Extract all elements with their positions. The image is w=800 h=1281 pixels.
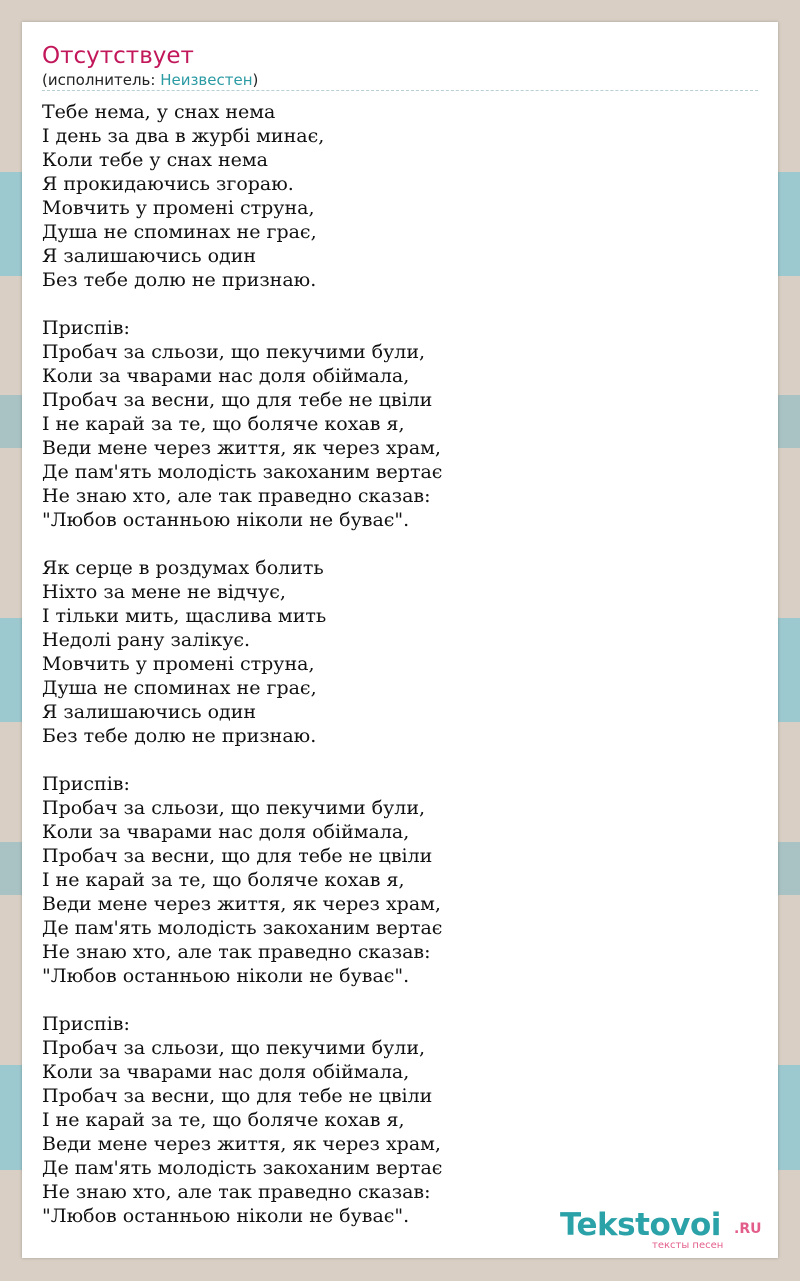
lyrics-line: Я прокидаючись згораю. bbox=[42, 173, 294, 195]
lyrics-line: Не знаю хто, але так праведно сказав: bbox=[42, 941, 431, 963]
lyrics-blank-line bbox=[42, 748, 758, 772]
lyrics-line: І день за два в журбі минає, bbox=[42, 125, 325, 147]
lyrics-line: Пробач за весни, що для тебе не цвіли bbox=[42, 845, 433, 867]
lyrics-line: Де пам'ять молодість закоханим вертає bbox=[42, 461, 443, 483]
site-logo[interactable] bbox=[560, 1208, 770, 1252]
lyrics-blank-line bbox=[42, 292, 758, 316]
lyrics-line: "Любов останньою ніколи не буває". bbox=[42, 1205, 410, 1227]
title-divider bbox=[42, 90, 758, 91]
lyrics-line: Я залишаючись один bbox=[42, 701, 257, 723]
lyrics-line: Без тебе долю не признаю. bbox=[42, 725, 317, 747]
logo-domain: .RU bbox=[734, 1221, 762, 1237]
lyrics-line: Недолі рану залікує. bbox=[42, 629, 251, 651]
lyrics-line: І не карай за те, що боляче кохав я, bbox=[42, 413, 405, 435]
lyrics-line: Пробач за весни, що для тебе не цвіли bbox=[42, 1085, 433, 1107]
artist-suffix: ) bbox=[252, 71, 259, 89]
lyrics-line: "Любов останньою ніколи не буває". bbox=[42, 965, 410, 987]
lyrics-line: Пробач за сльози, що пекучими були, bbox=[42, 797, 426, 819]
lyrics-line: І не карай за те, що боляче кохав я, bbox=[42, 869, 405, 891]
lyrics-line: І не карай за те, що боляче кохав я, bbox=[42, 1109, 405, 1131]
lyrics-line: Тебе нема, у снах нема bbox=[42, 101, 276, 123]
lyrics-line: Не знаю хто, але так праведно сказав: bbox=[42, 1181, 431, 1203]
lyrics-line: Веди мене через життя, як через храм, bbox=[42, 893, 441, 915]
artist-line bbox=[42, 70, 258, 90]
lyrics-line: Коли за чварами нас доля обіймала, bbox=[42, 365, 410, 387]
lyrics-line: Не знаю хто, але так праведно сказав: bbox=[42, 485, 431, 507]
lyrics-line: Коли тебе у снах нема bbox=[42, 149, 269, 171]
lyrics-line: Веди мене через життя, як через храм, bbox=[42, 437, 441, 459]
lyrics-line: Душа не споминах не грає, bbox=[42, 221, 317, 243]
lyrics-line: Пробач за сльози, що пекучими були, bbox=[42, 341, 426, 363]
lyrics-blank-line bbox=[42, 532, 758, 556]
lyrics-line: Як серце в роздумах болить bbox=[42, 557, 324, 579]
lyrics-line: Коли за чварами нас доля обіймала, bbox=[42, 1061, 410, 1083]
lyrics-line: Приспів: bbox=[42, 1013, 130, 1035]
lyrics-line: І тільки мить, щаслива мить bbox=[42, 605, 327, 627]
lyrics-line: Де пам'ять молодість закоханим вертає bbox=[42, 917, 443, 939]
lyrics-line: Веди мене через життя, як через храм, bbox=[42, 1133, 441, 1155]
lyrics-line: Душа не споминах не грає, bbox=[42, 677, 317, 699]
artist-link[interactable]: Неизвестен bbox=[160, 71, 253, 89]
lyrics-line: Приспів: bbox=[42, 773, 130, 795]
lyrics-line: "Любов останньою ніколи не буває". bbox=[42, 509, 410, 531]
lyrics-line: Коли за чварами нас доля обіймала, bbox=[42, 821, 410, 843]
lyrics-line: Пробач за весни, що для тебе не цвіли bbox=[42, 389, 433, 411]
logo-wordmark: Tekstovoi bbox=[560, 1207, 721, 1243]
lyrics-line: Мовчить у промені струна, bbox=[42, 197, 315, 219]
lyrics-text bbox=[42, 100, 758, 1228]
lyrics-line: Де пам'ять молодість закоханим вертає bbox=[42, 1157, 443, 1179]
lyrics-line: Мовчить у промені струна, bbox=[42, 653, 315, 675]
song-title: Отсутствует bbox=[42, 43, 194, 69]
lyrics-line: Я залишаючись один bbox=[42, 245, 257, 267]
artist-prefix: (исполнитель: bbox=[42, 71, 161, 89]
logo-tagline: тексты песен bbox=[652, 1240, 724, 1251]
lyrics-card bbox=[22, 22, 778, 1258]
lyrics-line: Без тебе долю не признаю. bbox=[42, 269, 317, 291]
lyrics-line: Пробач за сльози, що пекучими були, bbox=[42, 1037, 426, 1059]
lyrics-blank-line bbox=[42, 988, 758, 1012]
lyrics-line: Ніхто за мене не відчує, bbox=[42, 581, 286, 603]
lyrics-line: Приспів: bbox=[42, 317, 130, 339]
